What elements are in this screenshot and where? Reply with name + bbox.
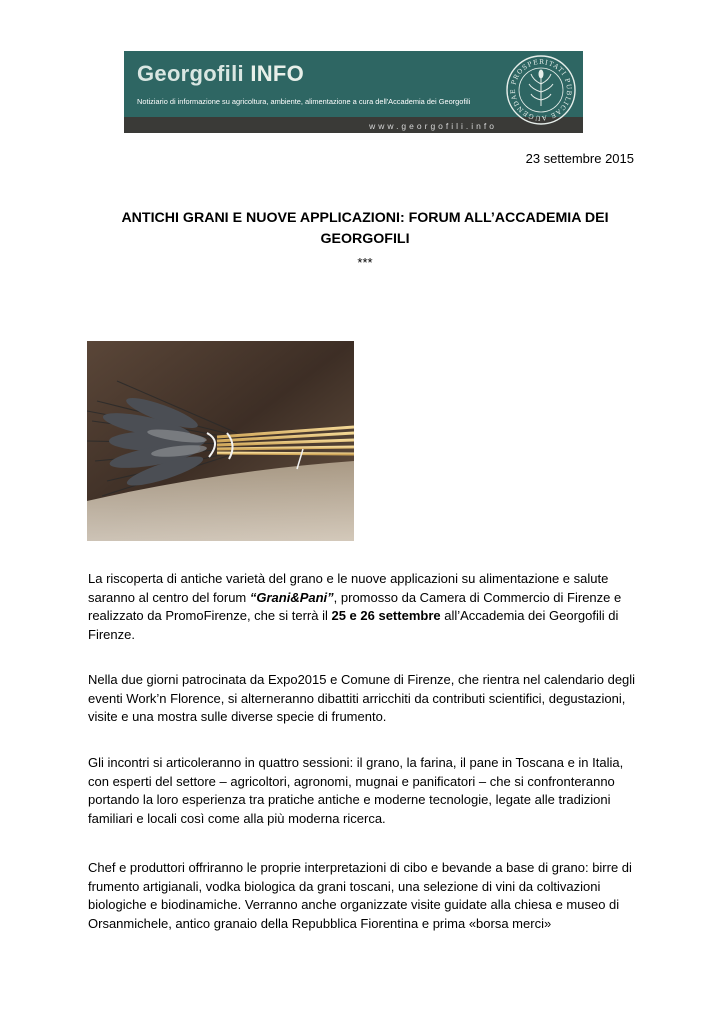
paragraph-sessions: Gli incontri si articoleranno in quattro sessioni: il grano, la farina, il pane in Toscana e in Italia, con esperti del settore – agricoltori, agronomi, mugnai e panificatori – che si confronteranno portando la loro esperienza tra pratiche antiche e moderne tecnologie, legate alle tradizioni familiari e locali così come alla più moderna ricerca.	[88, 755, 624, 826]
banner-title	[137, 61, 304, 87]
paragraph-chefs: Chef e produttori offriranno le proprie interpretazioni di cibo e bevande a base di grano: birre di frumento artigianali, vodka biologica da grani toscani, una selezione di vini da coltivazioni biologiche e biodinamiche. Verranno anche organizzate visite guidate alla chiesa e museo di Orsanmichele, antico granaio della Repubblica Fiorentina e prima «borsa merci»	[88, 860, 632, 931]
title-separator: ***	[357, 255, 373, 270]
document-title	[105, 208, 625, 250]
banner-url: www.georgofili.info	[369, 121, 497, 131]
p1-text-b: , promosso da Camera di Commercio di Firenze e realizzato da PromoFirenze, che si terrà il	[88, 589, 622, 624]
document-title-line-1: ANTICHI GRANI E NUOVE APPLICAZIONI: FORUM ALL’ACCADEMIA DEI	[121, 210, 609, 226]
forum-name: “Grani&Pani”	[249, 589, 334, 605]
academy-seal-icon	[505, 54, 577, 126]
seal-text: PROSPERITATI PUBLICAE AUGENDAE	[508, 57, 574, 123]
p1-text-c: all’Accademia dei Georgofili di Firenze.	[88, 608, 619, 642]
forum-dates: 25 e 26 settembre	[331, 608, 441, 624]
banner-title-main: Georgofili	[137, 61, 244, 86]
georgofili-banner	[124, 51, 583, 133]
p1-text-a: La riscoperta di antiche varietà del grano e le nuove applicazioni su alimentazione e salute saranno al centro del forum	[88, 571, 609, 605]
paragraph-intro	[88, 570, 643, 644]
banner-title-info: INFO	[250, 61, 305, 86]
document-date: 23 settembre 2015	[525, 151, 634, 166]
document-title-line-2: GEORGOFILI	[320, 231, 410, 247]
paragraph-patronage: Nella due giorni patrocinata da Expo2015 e Comune di Firenze, che rientra nel calendario degli eventi Work’n Florence, si alterneranno dibattiti arricchiti da contributi scientifici, degustazioni, visite e una mostra sulle diverse specie di frumento.	[88, 672, 636, 725]
banner-tagline: Notiziario di informazione su agricoltura, ambiente, alimentazione a cura dell'Accademia dei Georgofili	[137, 97, 471, 106]
wheat-bundle-photo	[87, 341, 354, 541]
